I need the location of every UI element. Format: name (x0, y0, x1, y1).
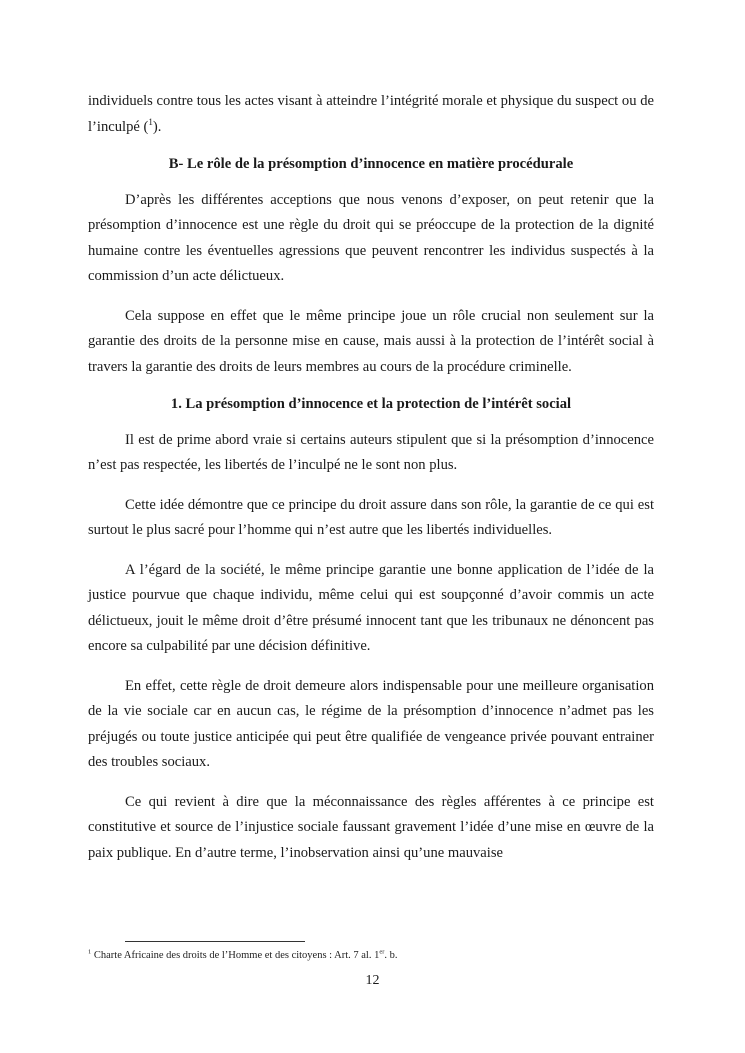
footnote-text-end: . b. (384, 950, 398, 961)
subsection-paragraph-3: A l’égard de la société, le même principe garantie une bonne application de l’idée de la justice pourvue que chaque individu, même celui qui est soupçonné d’avoir commis un acte délictueux, jouit le même droit d’être présumé innocent tant que les tribunaux ne dénoncent pas encore sa culpabilité par une décision définitive. (88, 561, 654, 654)
intro-text-end: ). (152, 118, 162, 135)
subsection-paragraph-1: Il est de prime abord vraie si certains auteurs stipulent que si la présomption d’innocence n’est pas respectée, les libertés de l’inculpé ne le sont non plus. (88, 431, 654, 473)
intro-text: individuels contre tous les actes visant à atteindre l’intégrité morale et physique du suspect ou de l’inculpé ( (88, 93, 654, 135)
subsection-paragraph-4: En effet, cette règle de droit demeure alors indispensable pour une meilleure organisation de la vie sociale car en aucun cas, le régime de la présomption d’innocence n’admet pas les préjugés ou toute justice anticipée qui peut être qualifiée de vengeance privée pouvant entrainer des troubles sociaux. (88, 677, 654, 770)
section-heading: B- Le rôle de la présomption d’innocence en matière procédurale (168, 156, 574, 172)
footnote-separator (125, 941, 305, 942)
footnote-number: 1 (88, 948, 92, 956)
footnote-text: Charte Africaine des droits de l’Homme et des citoyens : Art. 7 al. 1 (91, 950, 380, 961)
footnote-reference: 1 (148, 116, 153, 127)
subsection-paragraph-2: Cette idée démontre que ce principe du droit assure dans son rôle, la garantie de ce qui est surtout le plus sacré pour l’homme qui n’est autre que les libertés individuelles. (88, 496, 654, 538)
subsection-heading: 1. La présomption d’innocence et la protection de l’intérêt social (170, 396, 572, 412)
page-number: 12 (365, 973, 380, 988)
intro-paragraph (88, 89, 654, 140)
section-paragraph-2: Cela suppose en effet que le même principe joue un rôle crucial non seulement sur la garantie des droits de la personne mise en cause, mais aussi à la protection de l’intérêt social à travers la garantie des droits de leurs membres au cours de la procédure criminelle. (88, 307, 654, 375)
subsection-paragraph-5: Ce qui revient à dire que la méconnaissance des règles afférentes à ce principe est constitutive et source de l’injustice sociale faussant gravement l’idée d’une mise en œuvre de la paix publique. En d’autre terme, l’inobservation ainsi qu’une mauvaise (88, 793, 654, 861)
footnote (88, 949, 398, 963)
section-paragraph-1: D’après les différentes acceptions que nous venons d’exposer, on peut retenir que la présomption d’innocence est une règle du droit qui se préoccupe de la protection de la dignité humaine contre les éventuelles agressions que peuvent rencontrer les individus suspectés à la commission d’un acte délictueux. (88, 191, 654, 284)
footnote-superscript: er (379, 948, 385, 956)
document-page (88, 89, 654, 866)
